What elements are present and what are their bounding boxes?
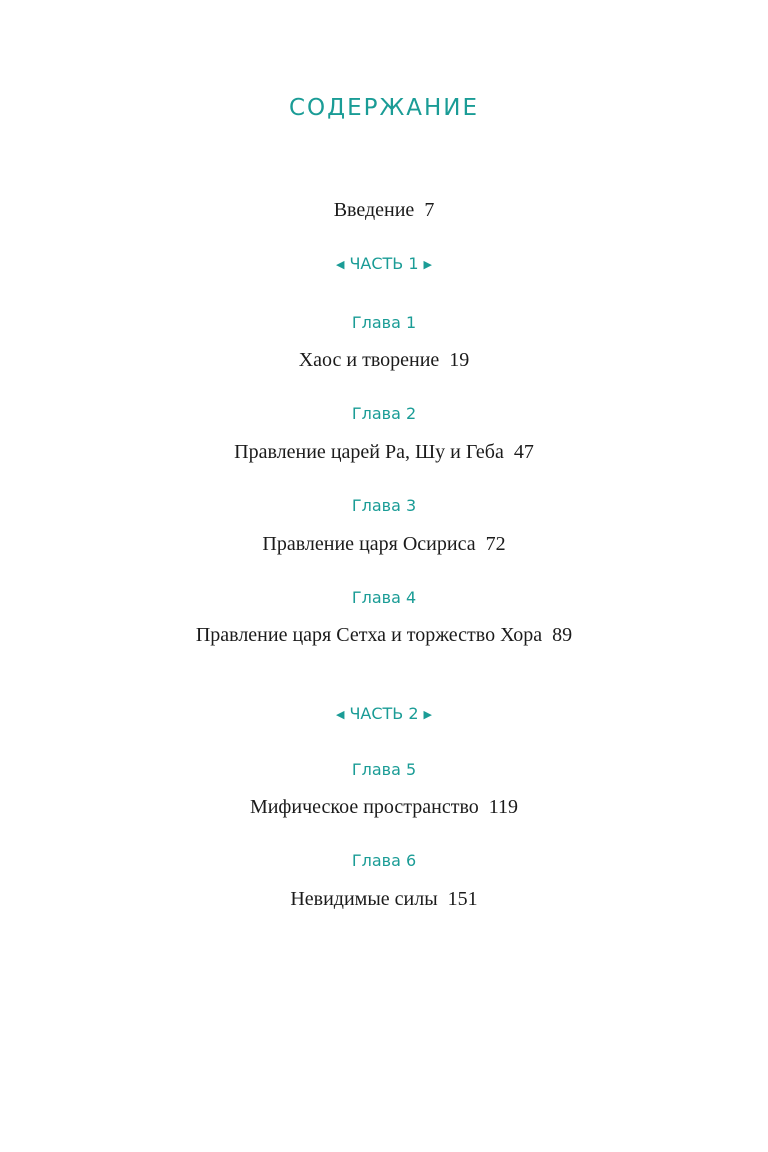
toc-entry-intro[interactable] <box>0 195 768 225</box>
toc-entry-chapter-3[interactable] <box>0 529 768 559</box>
page-title: СОДЕРЖАНИЕ <box>288 95 480 121</box>
toc-entry-chapter-4[interactable] <box>0 620 768 650</box>
triangle-left-icon: ◀ <box>335 708 345 721</box>
entry-page-number: 19 <box>449 349 470 371</box>
part-label: ЧАСТЬ 1 <box>349 254 419 273</box>
entry-page-number: 47 <box>513 441 534 463</box>
triangle-left-icon: ◀ <box>335 258 345 271</box>
entry-title: Введение <box>333 199 415 221</box>
chapter-heading-4: Глава 4 <box>351 588 417 607</box>
toc-entry-chapter-1[interactable] <box>0 345 768 375</box>
entry-page-number: 119 <box>488 796 519 818</box>
entry-page-number: 7 <box>424 199 435 221</box>
toc-entry-chapter-2[interactable] <box>0 437 768 467</box>
entry-title: Правление царя Сетха и торжество Хора <box>195 624 543 646</box>
entry-page-number: 151 <box>447 888 478 910</box>
triangle-right-icon: ▶ <box>423 708 433 721</box>
toc-entry-chapter-6[interactable] <box>0 884 768 914</box>
chapter-heading-5: Глава 5 <box>351 760 417 779</box>
entry-title: Правление царей Ра, Шу и Геба <box>234 441 504 463</box>
part-heading-1 <box>0 251 768 278</box>
part-heading-2 <box>0 701 768 728</box>
part-label: ЧАСТЬ 2 <box>349 704 419 723</box>
chapter-heading-2: Глава 2 <box>351 404 417 423</box>
triangle-right-icon: ▶ <box>423 258 433 271</box>
chapter-heading-6: Глава 6 <box>351 851 417 870</box>
toc-entry-chapter-5[interactable] <box>0 792 768 822</box>
entry-title: Невидимые силы <box>290 888 438 910</box>
entry-title: Правление царя Осириса <box>262 533 476 555</box>
chapter-heading-1: Глава 1 <box>351 313 417 332</box>
chapter-heading-3: Глава 3 <box>351 496 417 515</box>
entry-page-number: 72 <box>485 533 506 555</box>
entry-title: Хаос и творение <box>298 349 440 371</box>
entry-page-number: 89 <box>552 624 573 646</box>
entry-title: Мифическое пространство <box>249 796 479 818</box>
